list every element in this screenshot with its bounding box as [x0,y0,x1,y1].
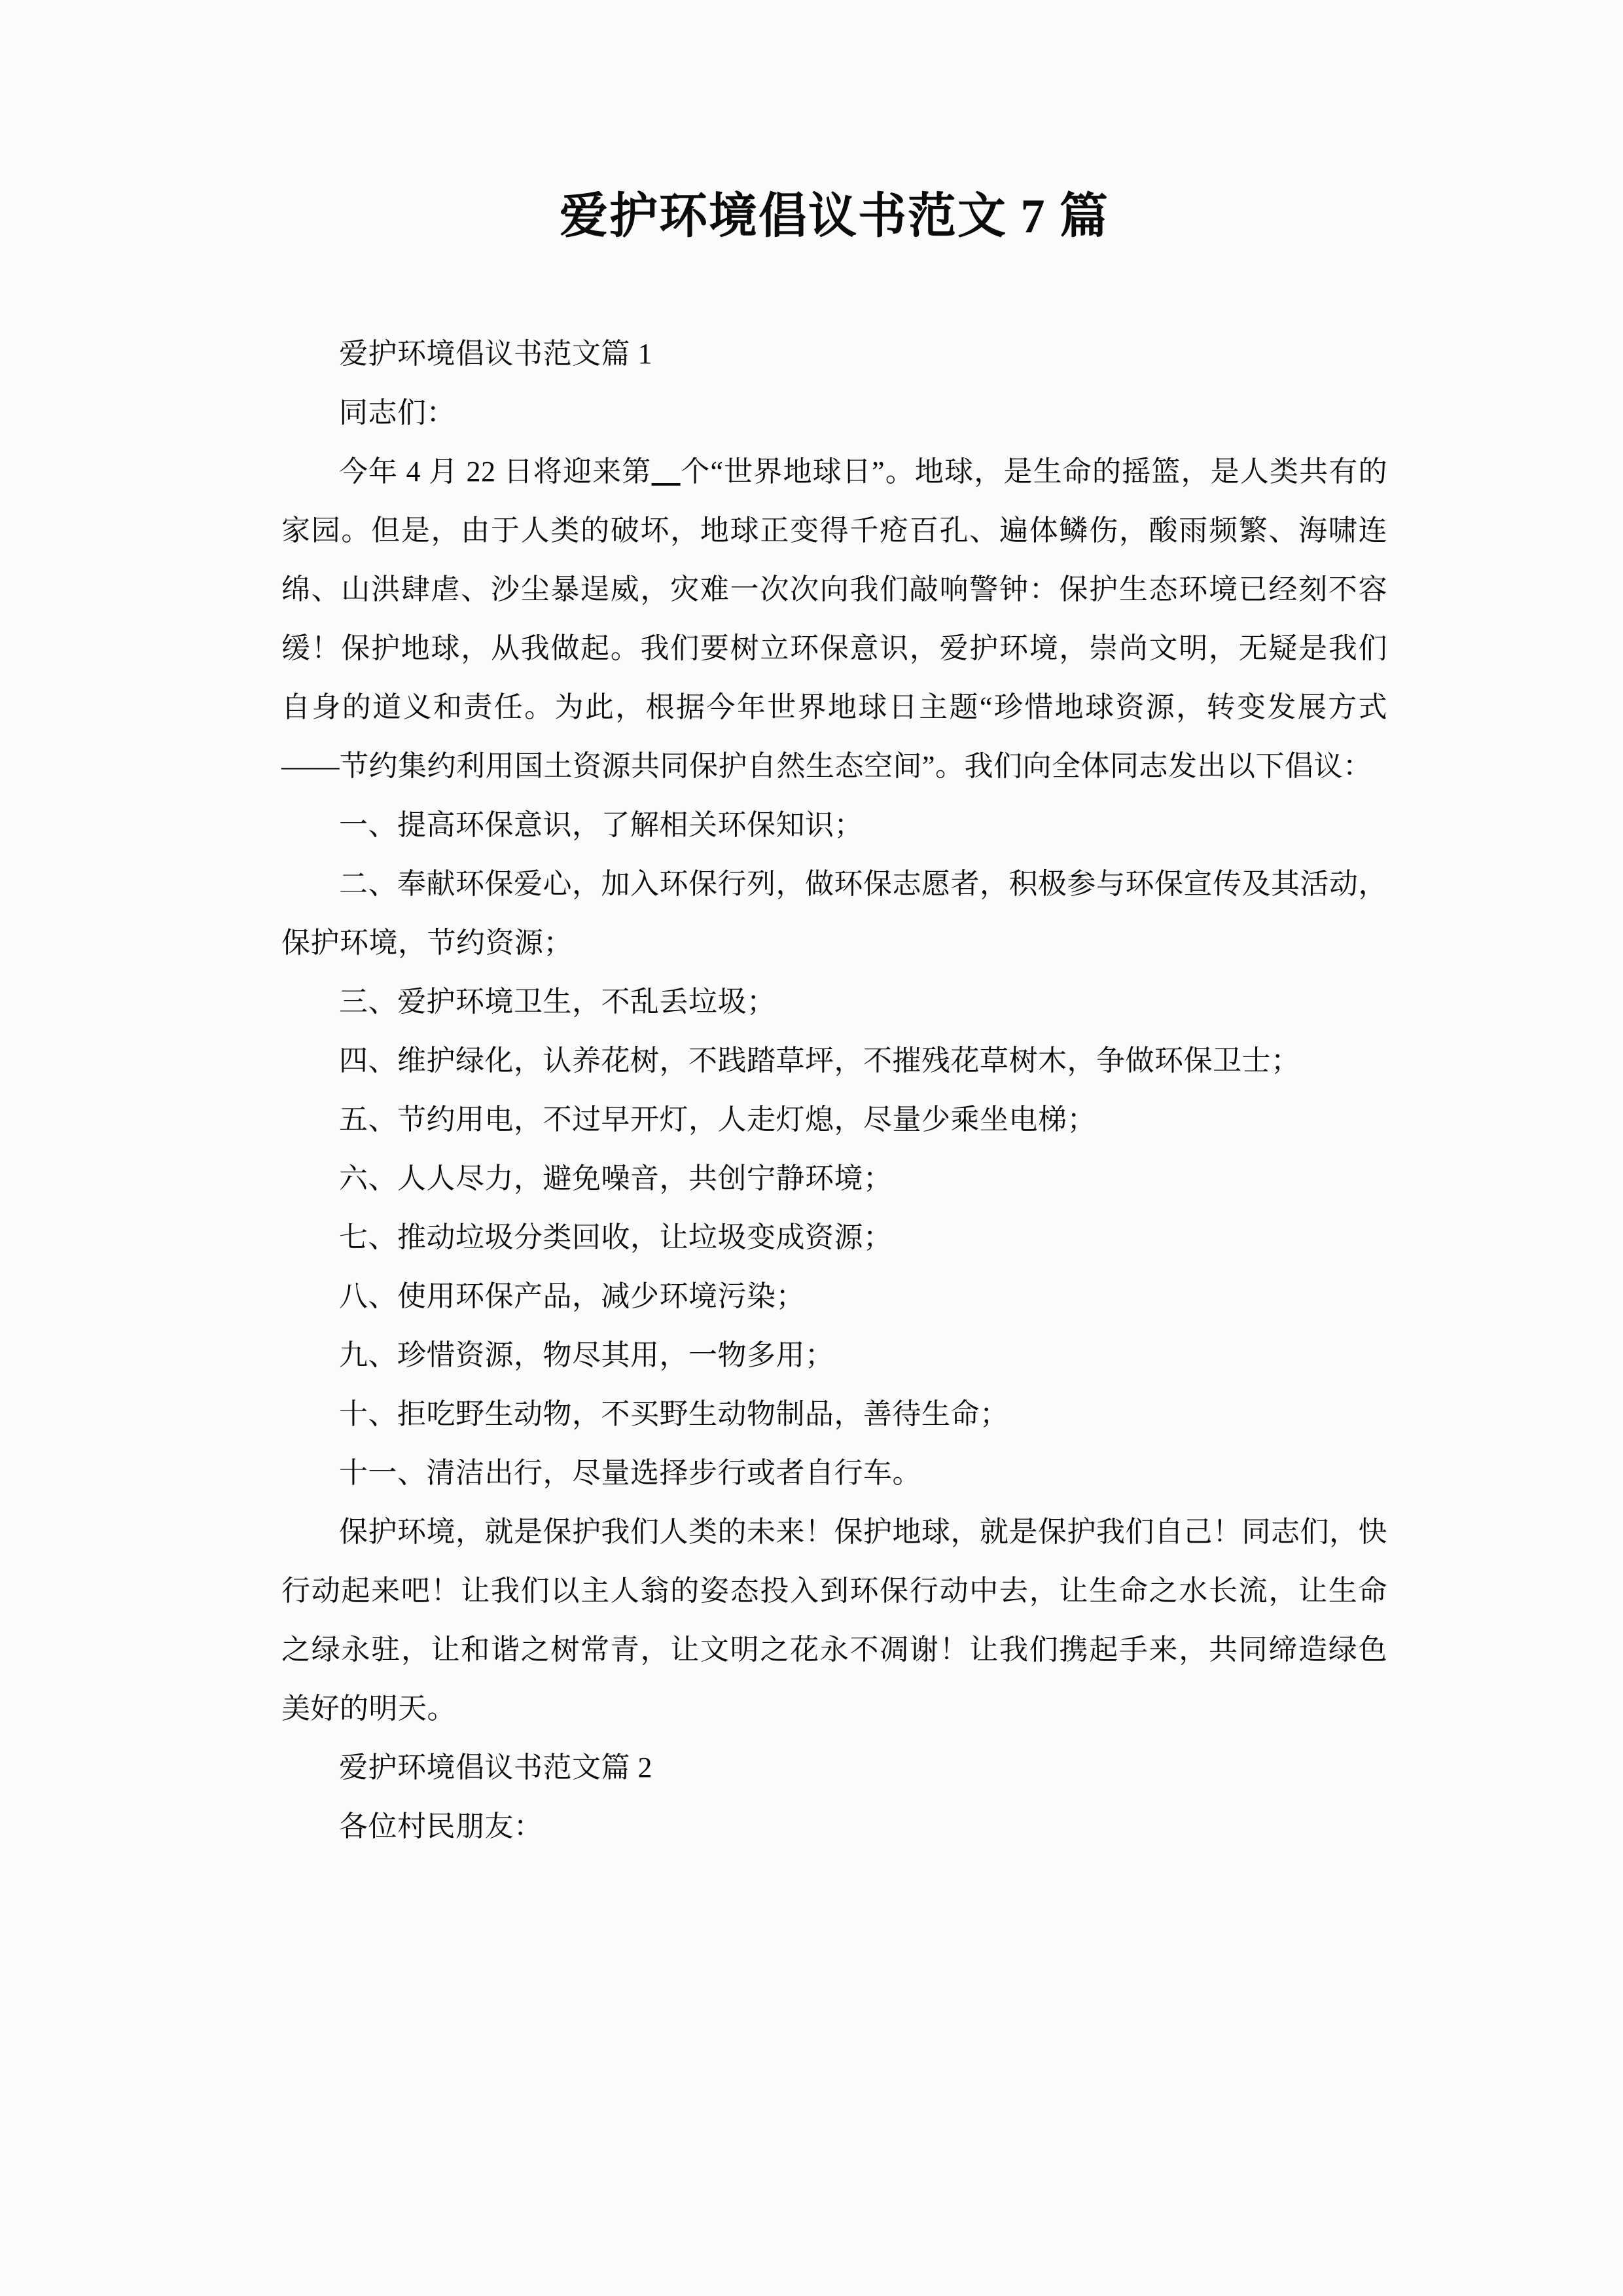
fill-in-blank [652,456,681,488]
section-1-intro-paragraph: 今年 4 月 22 日将迎来第 个“世界地球日”。地球，是生命的摇篮，是人类共有的家园。但是，由于人类的破坏，地球正变得千疮百孔、遍体鳞伤，酸雨频繁、海啸连绵、山洪肆虐、沙尘暴逞威，灾难一次次向我们敲响警钟：保护生态环境已经刻不容缓！保护地球，从我做起。我们要树立环保意识，爱护环境，崇尚文明，无疑是我们自身的道义和责任。为此，根据今年世界地球日主题“珍惜地球资源，转变发展方式——节约集约利用国土资源共同保护自然生态空间”。我们向全体同志发出以下倡议： [281,455,1387,782]
document-content [281,0,1387,1856]
section-1-closing-paragraph: 保护环境，就是保护我们人类的未来！保护地球，就是保护我们自己！同志们，快行动起来吧！让我们以主人翁的姿态投入到环保行动中去，让生命之水长流，让生命之绿永驻，让和谐之树常青，让文明之花永不凋谢！让我们携起手来，共同缔造绿色美好的明天。 [281,1515,1387,1725]
page-title: 爱护环境倡议书范文 7 篇 [560,190,1109,243]
list-item: 四、维护绿化，认养花树，不践踏草坪，不摧残花草树木，争做环保卫士； [339,1044,1300,1077]
list-item: 二、奉献环保爱心，加入环保行列，做环保志愿者，积极参与环保宣传及其活动，保护环境，节约资源； [281,867,1387,959]
list-item: 七、推动垃圾分类回收，让垃圾变成资源； [339,1221,893,1253]
list-item: 三、爱护环境卫生，不乱丢垃圾； [339,985,776,1018]
section-1-heading: 爱护环境倡议书范文篇 1 [339,337,652,370]
list-item: 八、使用环保产品，减少环境污染； [339,1280,805,1312]
section-1 [281,325,1387,1738]
list-item: 一、提高环保意识，了解相关环保知识； [339,808,863,841]
list-item: 五、节约用电，不过早开灯，人走灯熄，尽量少乘坐电梯； [339,1103,1096,1136]
section-2-salutation: 各位村民朋友： [339,1810,543,1842]
list-item: 九、珍惜资源，物尽其用，一物多用； [339,1338,834,1371]
list-item: 十一、清洁出行，尽量选择步行或者自行车。 [339,1456,921,1489]
section-2-heading: 爱护环境倡议书范文篇 2 [339,1751,652,1784]
section-1-salutation: 同志们： [339,396,455,429]
list-item: 十、拒吃野生动物，不买野生动物制品，善待生命； [339,1397,1009,1430]
list-item: 六、人人尽力，避免噪音，共创宁静环境； [339,1162,893,1194]
section-2 [281,1738,1387,1856]
